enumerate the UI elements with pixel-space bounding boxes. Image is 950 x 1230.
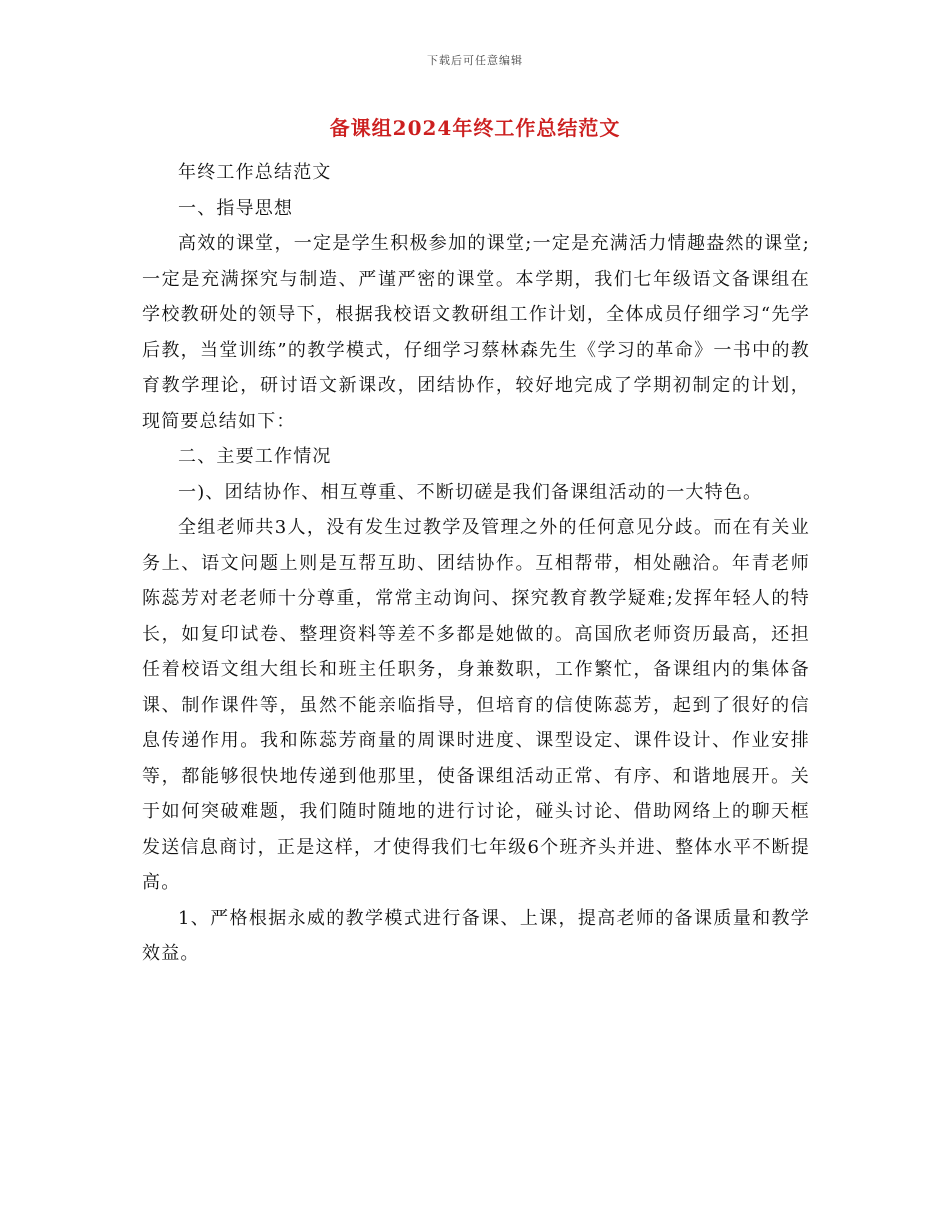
paragraph-teamwork: 全组老师共3人，没有发生过教学及管理之外的任何意见分歧。而在有关业务上、语文问题上则是互帮互助、团结协作。互相帮带，相处融洽。年青老师陈蕊芳对老老师十分尊重，常常主动询问、探究教育教学疑难;发挥年轻人的特长，如复印试卷、整理资料等差不多都是她做的。高国欣老师资历最高，还担任着校语文组大组长和班主任职务，身兼数职，工作繁忙，备课组内的集体备课、制作课件等，虽然不能亲临指导，但培育的信使陈蕊芳，起到了很好的信息传递作用。我和陈蕊芳商量的周课时进度、课型设定、课件设计、作业安排等，都能够很快地传递到他那里，使备课组活动正常、有序、和谐地展开。关于如何突破难题，我们随时随地的进行讨论，碰头讨论、借助网络上的聊天框发送信息商讨，正是这样，才使得我们七年级6个班齐头并进、整体水平不断提高。 — [142, 517, 810, 893]
page-header-note: 下载后可任意编辑 — [427, 54, 523, 67]
paragraph-guiding-ideology: 高效的课堂，一定是学生积极参加的课堂;一定是充满活力情趣盎然的课堂;一定是充满探究与制造、严谨严密的课堂。本学期，我们七年级语文备课组在学校教研处的领导下，根据我校语文教研组工作计划，全体成员仔细学习“先学后教，当堂训练”的教学模式，仔细学习蔡林森先生《学习的革命》一书中的教育教学理论，研讨语文新课改，团结协作，较好地完成了学期初制定的计划，现简要总结如下： — [142, 233, 810, 432]
paragraph-teaching-model: 1、严格根据永威的教学模式进行备课、上课，提高老师的备课质量和教学效益。 — [142, 907, 810, 964]
document-body — [142, 155, 810, 972]
section-heading-main-work: 二、主要工作情况 — [178, 446, 332, 467]
document-title: 备课组2024年终工作总结范文 — [329, 116, 621, 140]
section-heading-guiding-ideology: 一、指导思想 — [178, 197, 294, 219]
paragraph-heading-summary: 年终工作总结范文 — [178, 162, 332, 183]
subsection-heading-teamwork: 一)、团结协作、相互尊重、不断切磋是我们备课组活动的一大特色。 — [178, 481, 763, 503]
